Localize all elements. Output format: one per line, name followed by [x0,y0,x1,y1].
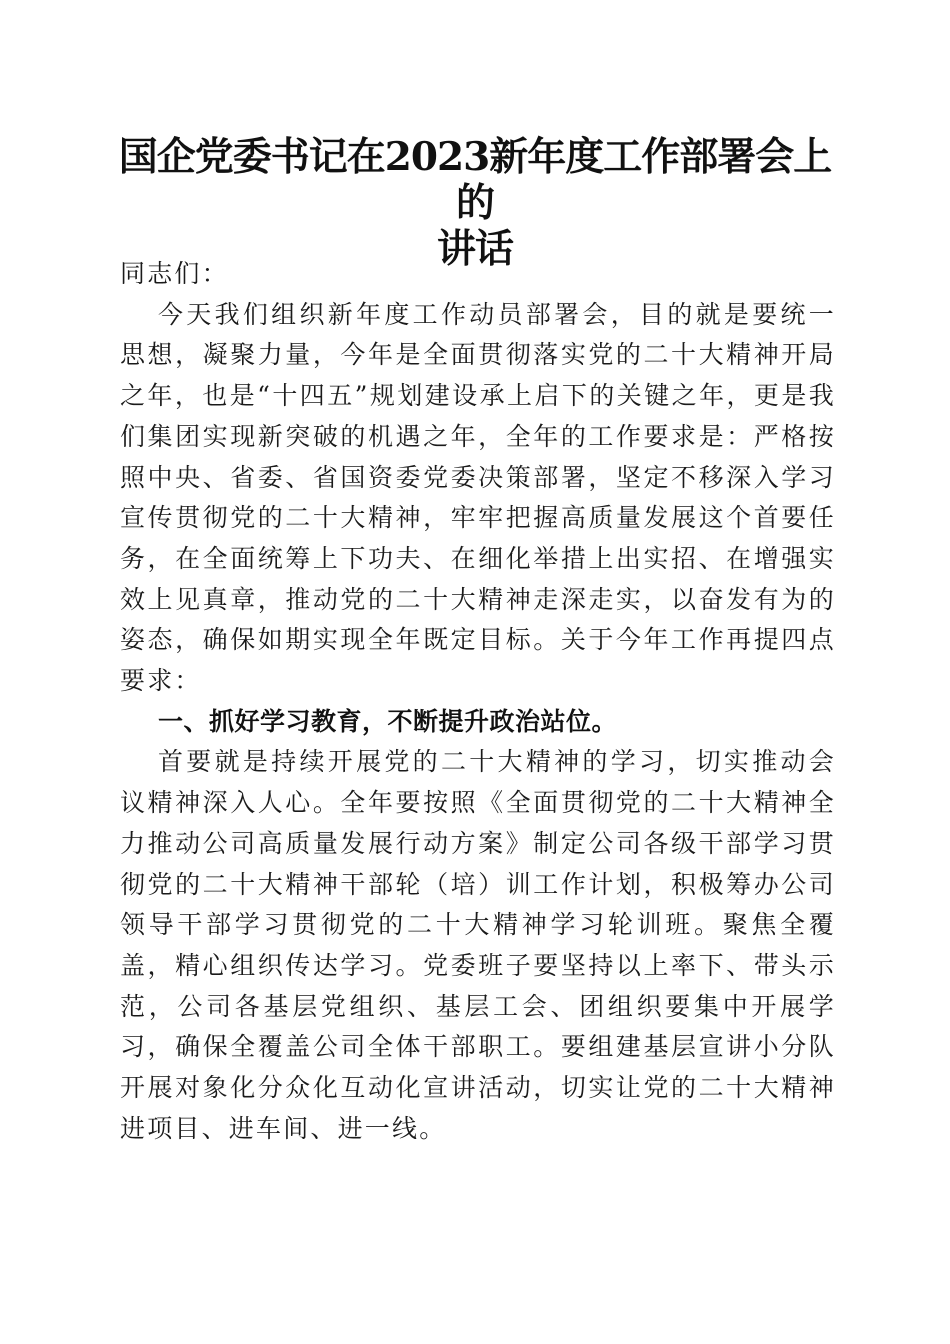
document-body [120,254,836,1149]
paragraph-intro: 今天我们组织新年度工作动员部署会，目的就是要统一思想，凝聚力量，今年是全面贯彻落实党的二十大精神开局之年，也是“十四五”规划建设承上启下的关键之年，更是我们集团实现新突破的机遇之年，全年的工作要求是：严格按照中央、省委、省国资委党委决策部署，坚定不移深入学习宣传贯彻党的二十大精神，牢牢把握高质量发展这个首要任务，在全面统筹上下功夫、在细化举措上出实招、在增强实效上见真章，推动党的二十大精神走深走实，以奋发有为的姿态，确保如期实现全年既定目标。关于今年工作再提四点要求： [120,299,836,696]
paragraph-section-1: 首要就是持续开展党的二十大精神的学习，切实推动会议精神深入人心。全年要按照《全面贯彻党的二十大精神全力推动公司高质量发展行动方案》制定公司各级干部学习贯彻党的二十大精神干部轮（培）训工作计划，积极筹办公司领导干部学习贯彻党的二十大精神学习轮训班。聚焦全覆盖，精心组织传达学习。党委班子要坚持以上率下、带头示范，公司各基层党组织、基层工会、团组织要集中开展学习，确保全覆盖公司全体干部职工。要组建基层宣讲小分队开展对象化分众化互动化宣讲活动，切实让党的二十大精神进项目、进车间、进一线。 [120,747,836,1143]
title-line-2: 讲话 [436,226,513,272]
section-heading-1: 一、抓好学习教育，不断提升政治站位。 [158,706,618,736]
salutation: 同志们： [120,259,229,288]
title-line-1: 国企党委书记在2023新年度工作部署会上的 [118,134,832,226]
document-title [100,134,850,272]
